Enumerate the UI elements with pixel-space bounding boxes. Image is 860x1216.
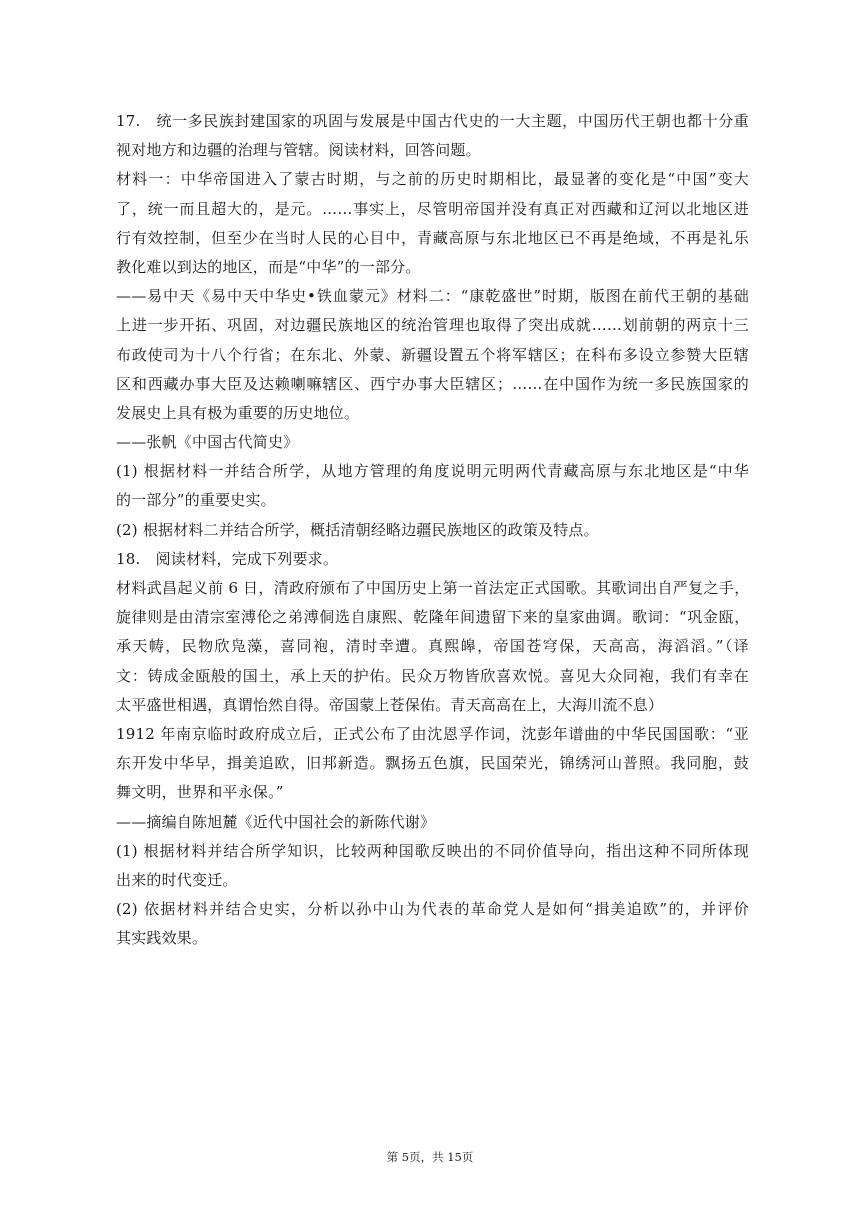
- text-line: 行有效控制，但至少在当时人民的心目中，青藏高原与东北地区已不再是绝域，不再是礼乐: [116, 228, 749, 247]
- text-line: (2) 根据材料二并结合所学，概括清朝经略边疆民族地区的政策及特点。: [116, 520, 599, 539]
- text-line: 舞文明，世界和平永保。”: [116, 783, 284, 802]
- text-line: (2) 依据材料并结合史实，分析以孙中山为代表的革命党人是如何“揖美追欧”的，并评价: [116, 900, 749, 919]
- text-line: 其实践效果。: [116, 929, 208, 948]
- text-line: ——摘编自陈旭麓《近代中国社会的新陈代谢》: [116, 812, 436, 831]
- text-line: 发展史上具有极为重要的历史地位。: [116, 403, 360, 422]
- text-line: 上进一步开拓、巩固，对边疆民族地区的统治管理也取得了突出成就……划前朝的两京十三: [116, 316, 749, 335]
- document-body: [116, 107, 749, 953]
- text-line: 东开发中华早，揖美追欧，旧邦新造。飘扬五色旗，民国荣光，锦绣河山普照。我同胞，鼓: [116, 754, 749, 773]
- text-line: 材料武昌起义前 6 日，清政府颁布了中国历史上第一首法定正式国歌。其歌词出自严复之手，: [116, 579, 749, 597]
- text-line: 1912 年南京临时政府成立后，正式公布了由沈恩孚作词，沈彭年谱曲的中华民国国歌：“亚: [116, 724, 749, 743]
- text-line: 了，统一而且超大的，是元。……事实上，尽管明帝国并没有真正对西藏和辽河以北地区进: [116, 199, 749, 218]
- text-line: 布政使司为十八个行省；在东北、外蒙、新疆设置五个将军辖区；在科布多设立参赞大臣辖: [116, 345, 749, 364]
- text-line: 区和西藏办事大臣及达赖喇嘛辖区、西宁办事大臣辖区；……在中国作为统一多民族国家的: [116, 374, 749, 393]
- text-line: 承天帱，民物欣凫藻，喜同袍，清时幸遭。真熙皞，帝国苍穹保，天高高，海滔滔。”（译: [116, 637, 749, 656]
- text-line: 17. 统一多民族封建国家的巩固与发展是中国古代史的一大主题，中国历代王朝也都十分重: [116, 112, 749, 130]
- text-line: 太平盛世相遇，真谓怡然自得。帝国蒙上苍保佑。青天高高在上，大海川流不息）: [116, 695, 664, 714]
- text-line: ——易中天《易中天中华史•铁血蒙元》材料二：“康乾盛世”时期，版图在前代王朝的基础: [116, 287, 749, 306]
- text-line: 视对地方和边疆的治理与管辖。阅读材料，回答问题。: [116, 141, 481, 160]
- text-line: 文：铸成金瓯般的国土，承上天的护佑。民众万物皆欣喜欢悦。喜见大众同袍，我们有幸在: [116, 666, 749, 685]
- text-line: 教化难以到达的地区，而是“中华”的一部分。: [116, 257, 421, 276]
- text-line: 18. 阅读材料，完成下列要求。: [116, 549, 339, 568]
- text-line: 材料一：中华帝国进入了蒙古时期，与之前的历史时期相比，最显著的变化是“中国”变大: [116, 170, 749, 189]
- page-footer: 第 5页，共 15页: [386, 1150, 474, 1164]
- text-line: (1) 根据材料并结合所学知识，比较两种国歌反映出的不同价值导向，指出这种不同所体现: [116, 841, 749, 860]
- text-line: 出来的时代变迁。: [116, 870, 238, 889]
- text-line: 的一部分”的重要史实。: [116, 491, 276, 510]
- text-line: ——张帆《中国古代简史》: [116, 433, 299, 452]
- text-line: 旋律则是由清宗室溥伦之弟溥侗选自康熙、乾隆年间遗留下来的皇家曲调。歌词：“巩金瓯，: [116, 608, 749, 627]
- text-line: (1) 根据材料一并结合所学，从地方管理的角度说明元明两代青藏高原与东北地区是“中华: [116, 462, 749, 481]
